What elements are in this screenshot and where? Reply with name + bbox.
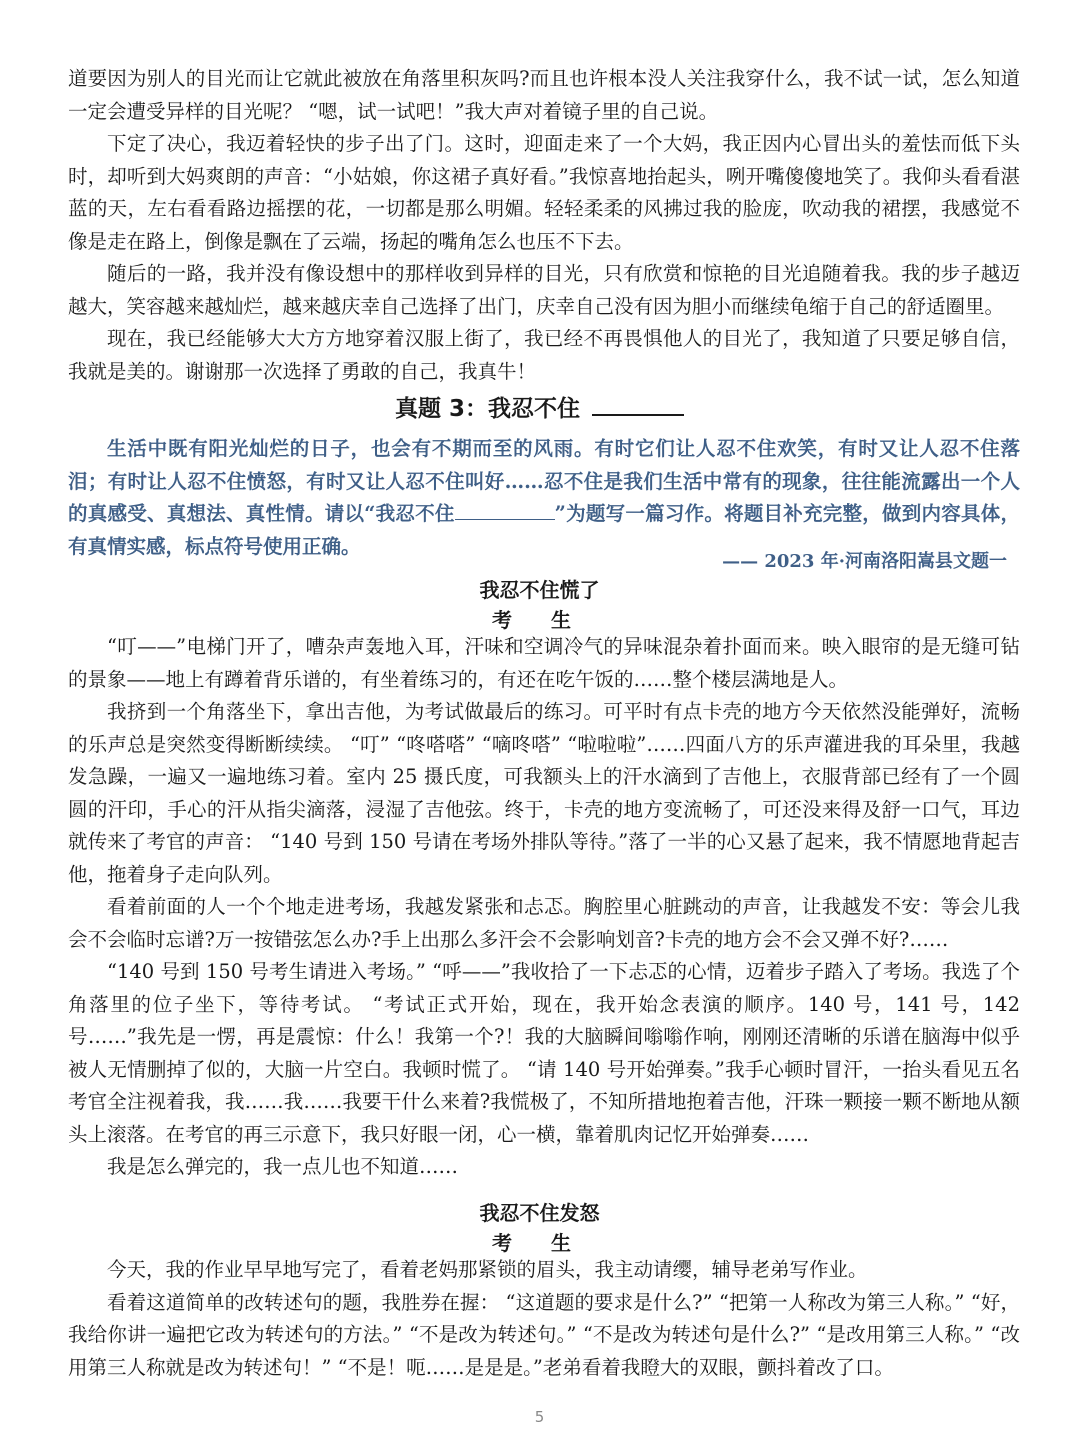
intro-text-block xyxy=(68,63,1020,388)
essay-author: 考 生 xyxy=(492,1231,587,1255)
essay-title: 我忍不住慌了 xyxy=(479,578,600,602)
essay-title: 我忍不住发怒 xyxy=(479,1201,600,1225)
essay-body xyxy=(68,631,1020,1184)
paragraph: “140 号到 150 号考生请进入考场。” “呼——”我收拾了一下忐忑的心情，迈着步子踏入了考场。我选了个角落里的位子坐下，等待考试。 “考试正式开始，现在，我开始念表演的顺序。140 号，141 号，142 号……”我先是一愣，再是震惊：什么！我第一个?！我的大脑瞬间嗡嗡作响，刚刚还清晰的乐谱在脑海中似乎被人无情删掉了似的，大脑一片空白。我顿时慌了。 “请 140 号开始弹奏。”我手心顿时冒汗，一抬头看见五名考官全注视着我，我……我……我要干什么来着?我慌极了，不知所措地抱着吉他，汗珠一颗接一颗不断地从额头上滚落。在考官的再三示意下，我只好眼一闭，心一横，靠着肌肉记忆开始弹奏…… xyxy=(68,960,1020,1146)
prompt-text-after: ”为题写一篇习作。将题目补充完整，做到内容具体，有真情实感，标点符号使用正确。 xyxy=(68,502,1021,558)
paragraph: 现在，我已经能够大大方方地穿着汉服上街了，我已经不再畏惧他人的目光了，我知道了只要足够自信，我就是美的。谢谢那一次选择了勇敢的自己，我真牛！ xyxy=(68,327,1020,383)
essay-body xyxy=(68,1254,1020,1384)
paragraph: “叮——”电梯门开了，嘈杂声轰地入耳，汗味和空调冷气的异味混杂着扑面而来。映入眼帘的是无缝可钻的景象——地上有蹲着背乐谱的，有坐着练习的，有还在吃午饭的……整个楼层满地是人。 xyxy=(68,635,1020,691)
paragraph: 今天，我的作业早早地写完了，看着老妈那紧锁的眉头，我主动请缨，辅导老弟写作业。 xyxy=(107,1258,868,1281)
essay-author: 考 生 xyxy=(492,608,587,632)
prompt-paragraph xyxy=(68,433,1020,563)
prompt-text-before: 生活中既有阳光灿烂的日子，也会有不期而至的风雨。有时它们让人忍不住欢笑，有时又让人忍不住落泪；有时让人忍不住愤怒，有时又让人忍不住叫好……忍不住是我们生活中常有的现象，往往能流露出一个人的真感受、真想法、真性情。请以“我忍不住 xyxy=(68,437,1020,525)
paragraph: 我挤到一个角落坐下，拿出吉他，为考试做最后的练习。可平时有点卡壳的地方今天依然没能弹好，流畅的乐声总是突然变得断断续续。 “叮” “咚嗒嗒” “嘀咚嗒” “啦啦啦”……四面八方的乐声灌进我的耳朵里，我越发急躁，一遍又一遍地练习着。室内 25 摄氏度，可我额头上的汗水滴到了吉他上，衣服背部已经有了一个圆圆的汗印，手心的汗从指尖滴落，浸湿了吉他弦。终于，卡壳的地方变流畅了，可还没来得及舒一口气，耳边就传来了考官的声音： “140 号到 150 号请在考场外排队等待。”落了一半的心又悬了起来，我不情愿地背起吉他，拖着身子走向队列。 xyxy=(68,700,1020,886)
paragraph: 看着这道简单的改转述句的题，我胜券在握： “这道题的要求是什么?” “把第一人称改为第三人称。” “好，我给你讲一遍把它改为转述句的方法。” “不是改为转述句。” “不是改为转述句是什么?” “是改用第三人称。” “改用第三人称就是改为转述句！” “不是！呃……是是是。”老弟看着我瞪大的双眼，颤抖着改了口。 xyxy=(68,1290,1020,1379)
paragraph: 随后的一路，我并没有像设想中的那样收到异样的目光，只有欣赏和惊艳的目光追随着我。我的步子越迈越大，笑容越来越灿烂，越来越庆幸自己选择了出门，庆幸自己没有因为胆小而继续龟缩于自己的舒适圈里。 xyxy=(68,262,1020,318)
writing-prompt xyxy=(68,433,1020,563)
paragraph: 看着前面的人一个个地走进考场，我越发紧张和忐忑。胸腔里心脏跳动的声音，让我越发不安：等会儿我会不会临时忘谱?万一按错弦怎么办?手上出那么多汗会不会影响划音?卡壳的地方会不会又弹不好?…… xyxy=(68,895,1020,951)
prompt-blank-line xyxy=(455,499,555,520)
section-heading xyxy=(0,392,1079,426)
heading-blank-line xyxy=(592,392,684,416)
paragraph: 下定了决心，我迈着轻快的步子出了门。这时，迎面走来了一个大妈，我正因内心冒出头的羞怯而低下头时，却听到大妈爽朗的声音：“小姑娘，你这裙子真好看。”我惊喜地抬起头，咧开嘴傻傻地笑了。我仰头看看湛蓝的天，左右看看路边摇摆的花，一切都是那么明媚。轻轻柔柔的风拂过我的脸庞，吹动我的裙摆，我感觉不像是走在路上，倒像是飘在了云端，扬起的嘴角怎么也压不下去。 xyxy=(68,132,1020,253)
paragraph: 道要因为别人的目光而让它就此被放在角落里积灰吗?而且也许根本没人关注我穿什么，我不试一试，怎么知道一定会遭受异样的目光呢？ “嗯，试一试吧！”我大声对着镜子里的自己说。 xyxy=(68,67,1020,123)
page-number: 5 xyxy=(534,1408,545,1426)
prompt-source: —— 2023 年·河南洛阳嵩县文题一 xyxy=(722,551,1007,572)
paragraph: 我是怎么弹完的，我一点儿也不知道…… xyxy=(107,1155,459,1178)
section-heading-text: 真题 3：我忍不住 xyxy=(394,396,580,422)
